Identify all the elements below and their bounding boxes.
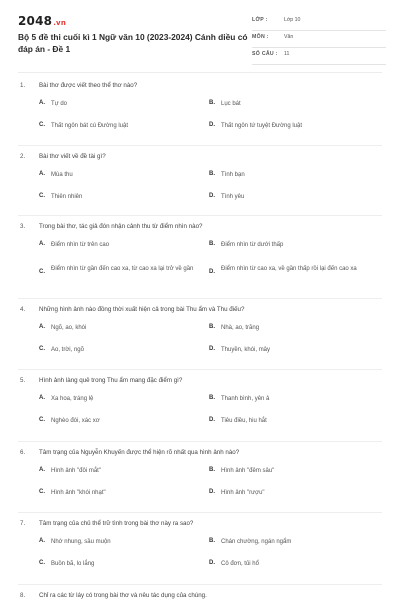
question-number: 8. [20,592,26,599]
question-number: 6. [20,449,26,456]
option-text: Mùa thu [51,172,73,178]
question-block [18,592,382,600]
option-letter: C. [39,560,45,566]
question-number: 4. [20,306,26,313]
option-text: Điểm nhìn từ cao xa, về gần thấp rồi lại đến cao xa [221,266,357,272]
question-separator [18,215,382,216]
meta-label: LỚP : [252,17,268,23]
meta-value: 11 [284,51,290,57]
option-text: Hình ảnh "rượu" [221,490,265,496]
option-letter: A. [39,241,45,247]
question-block [18,82,382,129]
option-letter: D. [209,193,215,199]
option-text: Ngõ, ao, khói [51,325,87,331]
question-number: 7. [20,520,26,527]
question-row [18,306,382,318]
question-text: Hình ảnh làng quê trong Thu ẩm mang đặc điểm gì? [39,377,183,384]
option-letter: B. [209,395,215,401]
option-letter: D. [209,122,215,128]
question-separator [18,441,382,442]
option-text: Xa hoa, tráng lệ [51,396,94,402]
option-letter: B. [209,241,215,247]
question-block [18,449,382,496]
option-letter: C. [39,489,45,495]
question-row [18,449,382,461]
logo-text: 2048 [18,14,53,28]
option-text: Cô đơn, tủi hổ [221,561,259,567]
meta-value: Lớp 10 [284,17,301,23]
question-text: Chỉ ra các từ láy có trong bài thơ và nêu tác dụng của chúng. [39,592,207,599]
option-text: Buồn bã, lo lắng [51,561,95,567]
question-row [18,153,382,165]
question-text: Trong bài thơ, tác giả đón nhận cảnh thu từ điểm nhìn nào? [39,223,203,230]
option-letter: D. [209,417,215,423]
option-text: Thanh bình, yên ả [221,396,270,402]
option-letter: D. [209,346,215,352]
option-letter: A. [39,395,45,401]
option-text: Điểm nhìn từ gần đến cao xa, từ cao xa lại trở về gần [51,266,194,272]
meta-row-class [252,14,386,31]
option-text: Hình ảnh "đêm sâu" [221,468,275,474]
question-block [18,223,382,275]
question-text: Bài thơ viết về đề tài gì? [39,153,106,160]
option-letter: C. [39,269,45,275]
question-separator [18,369,382,370]
option-letter: B. [209,538,215,544]
question-separator [18,145,382,146]
question-separator [18,584,382,585]
option-letter: A. [39,100,45,106]
option-letter: D. [209,489,215,495]
logo-suffix: .vn [53,19,67,27]
document-header [0,0,400,72]
question-number: 5. [20,377,26,384]
option-text: Tiêu điều, hiu hắt [221,418,267,424]
question-separator [18,512,382,513]
question-row [18,82,382,94]
question-row [18,592,382,600]
option-text: Nhà, ao, trăng [221,325,260,331]
question-block [18,306,382,353]
site-logo[interactable] [18,14,66,28]
question-text: Những hình ảnh nào đồng thời xuất hiện cả trong bài Thu ẩm và Thu điếu? [39,306,245,313]
question-number: 2. [20,153,26,160]
option-text: Hình ảnh "khói nhạt" [51,490,106,496]
option-letter: C. [39,193,45,199]
option-letter: C. [39,346,45,352]
meta-row-subject [252,31,386,48]
option-letter: A. [39,171,45,177]
question-block [18,520,382,567]
option-text: Thiên nhiên [51,194,83,200]
question-number: 3. [20,223,26,230]
option-letter: D. [209,269,215,275]
option-letter: A. [39,324,45,330]
option-text: Nghèo đói, xác xơ [51,418,100,424]
option-text: Hình ảnh "đôi mắt" [51,468,101,474]
option-letter: B. [209,467,215,473]
question-row [18,520,382,532]
meta-label: SỐ CÂU : [252,51,278,57]
option-letter: C. [39,122,45,128]
question-row [18,223,382,235]
option-letter: D. [209,560,215,566]
option-text: Điểm nhìn từ trên cao [51,242,110,248]
question-separator [18,298,382,299]
option-text: Ao, trời, ngõ [51,347,84,353]
header-divider [18,72,382,73]
option-text: Tình yêu [221,194,245,200]
option-letter: B. [209,324,215,330]
question-number: 1. [20,82,26,89]
option-letter: A. [39,538,45,544]
document-title: Bộ 5 đề thi cuối kì 1 Ngữ văn 10 (2023-2024) Cánh diều có đáp án - Đề 1 [18,32,248,54]
exam-meta-table [252,14,386,65]
option-letter: C. [39,417,45,423]
question-row [18,377,382,389]
option-letter: A. [39,467,45,473]
option-letter: B. [209,100,215,106]
meta-label: MÔN : [252,34,269,40]
question-text: Tâm trạng của Nguyễn Khuyến được thể hiện rõ nhất qua hình ảnh nào? [39,449,240,456]
option-text: Tự do [51,101,68,107]
option-text: Thất ngôn tứ tuyệt Đường luật [221,123,303,129]
option-text: Điểm nhìn từ dưới thấp [221,242,284,248]
question-block [18,153,382,200]
meta-value: Văn [284,34,294,40]
option-text: Lục bát [221,101,241,107]
question-block [18,377,382,424]
option-letter: B. [209,171,215,177]
question-text: Bài thơ được viết theo thể thơ nào? [39,82,138,89]
option-text: Chán chường, ngán ngẩm [221,539,292,545]
option-text: Thất ngôn bát cú Đường luật [51,123,128,129]
option-text: Nhớ nhung, sầu muộn [51,539,111,545]
question-text: Tâm trạng của chủ thể trữ tình trong bài thơ này ra sao? [39,520,194,527]
meta-row-question-count [252,48,386,65]
option-text: Tình bạn [221,172,245,178]
option-text: Thuyền, khói, mây [221,347,271,353]
